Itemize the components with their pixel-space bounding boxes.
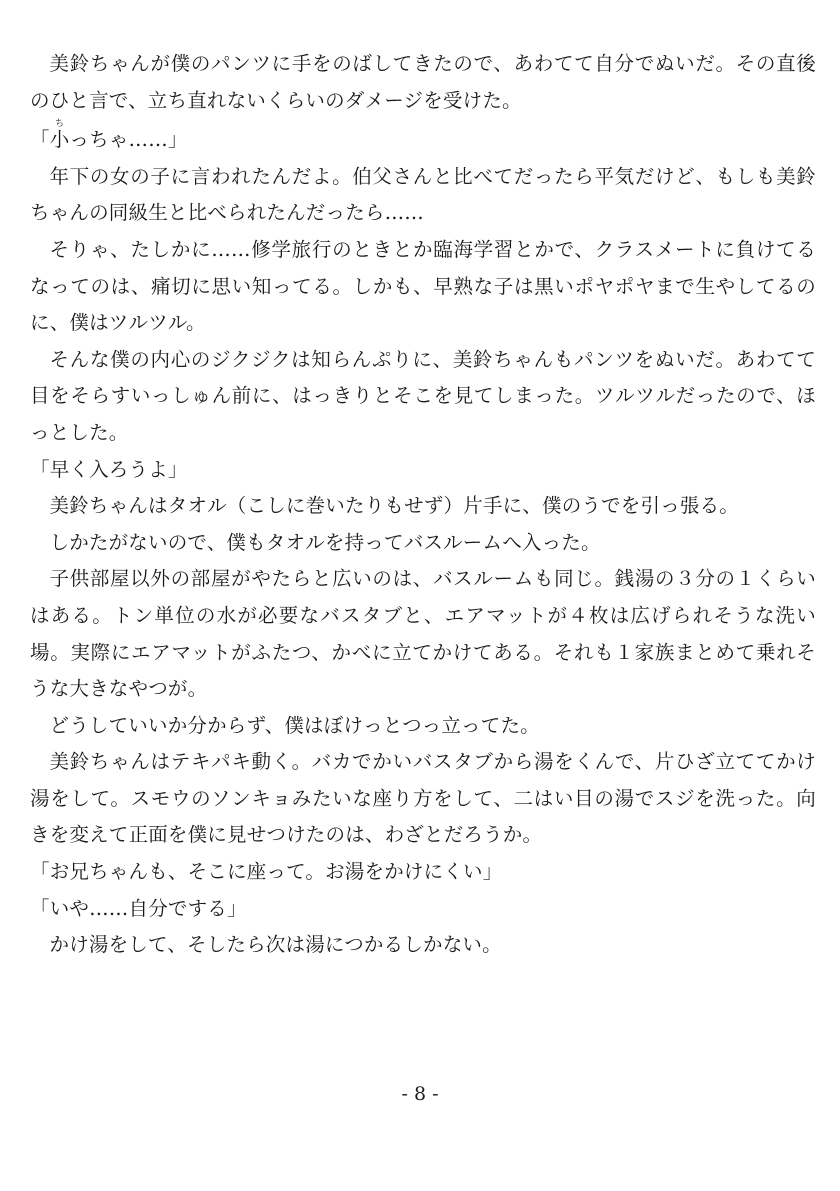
paragraph: 美鈴ちゃんはタオル（こしに巻いたりもせず）片手に、僕のうでを引っ張る。 [49,494,740,518]
dialogue-line: 「早く入ろうよ」 [30,457,188,481]
paragraph: そんな僕の内心のジクジクは知らんぷりに、美鈴ちゃんもパンツをぬいだ。あわてて目をそらすいっしゅん前に、はっきりとそこを見てしまった。ツルツルだったので、ほっとした。 [30,347,816,444]
paragraph: 子供部屋以外の部屋がやたらと広いのは、バスルームも同じ。銭湯の３分の１くらいはある。トン単位の水が必要なバスタブと、エアマットが４枚は広げられそうな洗い場。実際にエアマットがふたつ、かべに立てかけてある。それも１家族まとめて乗れそうな大きなやつが。 [30,567,816,701]
page-number: - 8 - [401,1083,439,1105]
paragraph: 年下の女の子に言われたんだよ。伯父さんと比べてだったら平気だけど、もしも美鈴ちゃんの同級生と比べられたんだったら…… [30,164,816,225]
paragraph: かけ湯をして、そしたら次は湯につかるしかない。 [49,933,502,957]
paragraph: どうしていいか分からず、僕はぼけっとつっ立ってた。 [49,713,540,737]
dialogue-text: っちゃ……」 [69,128,188,152]
body-text [30,46,816,964]
dialogue-line: 「いや……自分でする」 [30,896,247,920]
paragraph: 美鈴ちゃんが僕のパンツに手をのばしてきたので、あわてて自分でぬいだ。その直後のひと言で、立ち直れないくらいのダメージを受けた。 [30,52,816,112]
open-quote: 「 [30,128,50,152]
paragraph: そりゃ、たしかに……修学旅行のときとか臨海学習とかで、クラスメートに負けてるなってのは、痛切に思い知ってる。しかも、早熟な子は黒いポヤポヤまで生やしてるのに、僕はツルツル。 [30,237,816,335]
ruby-reading: ち [49,119,70,130]
dialogue-line [30,119,816,159]
paragraph: 美鈴ちゃんはテキパキ動く。バカでかいバスタブから湯をくんで、片ひざ立ててかけ湯をして。スモウのソンキョみたいな座り方をして、二はい目の湯でスジを洗った。向きを変えて正面を僕に見せつけたのは、わざとだろうか。 [30,750,816,847]
paragraph: しかたがないので、僕もタオルを持ってバスルームへ入った。 [49,530,601,554]
ruby-base: 小 [49,128,70,152]
dialogue-line: 「お兄ちゃんも、そこに座って。お湯をかけにくい」 [30,860,503,884]
ruby-annotation [49,119,70,152]
